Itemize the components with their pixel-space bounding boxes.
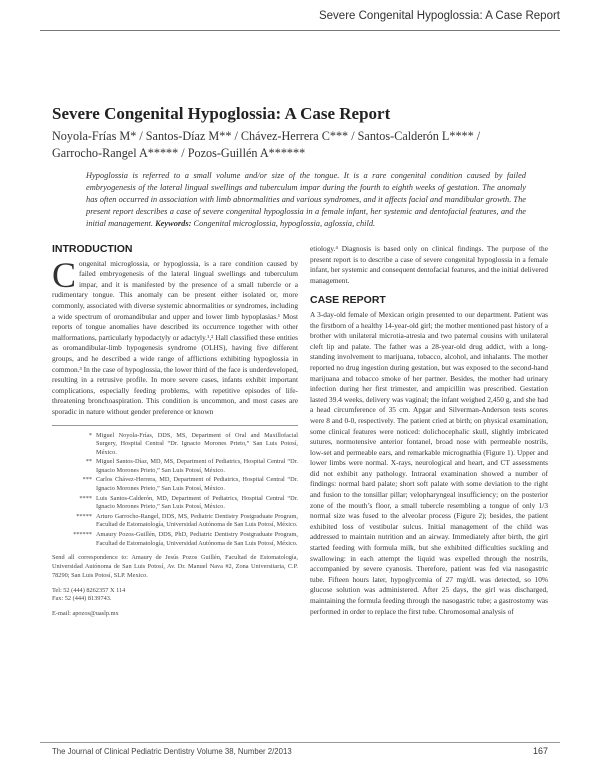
- drop-cap: C: [52, 254, 77, 295]
- footnote: [52, 513, 298, 530]
- case-report-text: A 3-day-old female of Mexican origin presented to our department. Patient was the firstborn of a healthy 14-year-old girl; the mother mentioned past history of a brother with unilateral microtia-atresia and two paternal cousins with unilateral cleft lip and palate. The father was a 28-year-old drug addict, with a long-standing involvement to marijuana, tobacco, alcohol, and inhalants. The mother reported no drug ingestion during gestation, but was exposed to the second-hand marijuana and tobacco smoke of her partner. Besides, the mother had urinary infection during her first trimester, and ampicillin was prescribed. Gestation lasted 39.4 weeks, delivery was vaginal; the infant weighed 2,450 g, and she had a head circumference of 35 cm. Apgar and Silverman-Anderson tests scores were 8 and 0-0, respectively. The patient cried at birth; on physical examination, some clinical features were noticed: dolichocephalic skull, slightly imbricated sutures, normotensive anterior fontanel, broad nose with permeable nostrils, low-set and permeable ears, and remarkable micrognathia (Figure 1). Upper and lower limbs were normal. X-rays, neurological and heart, and CT assessments did not exhibit any pathology. Intraoral examination showed a number of findings: normal hard palate; short soft palate with some deviation to the right and fusion to the tonsillar pillar; velopharyngeal insufficiency; on the posterior zone of the mouth’s floor, a small tubercle resembling a tongue of only 1/3 normal size was fused to the alveolar process (Figure 2); besides, the patient exhibited loss of vestibular sulcus. Initial management of the child was addressed to maintain nutrition and an airway. Immediately after birth, the girl started feeding with formula milk, but she exhibited difficulties suckling and swallowing: in each attempt the liquid was expelled through the nostrils, accompanied by severe cyanosis. Therefore, patient was fed via nasogastric tube. Fifteen hours later, hypoglycemia of 27 mg/dL was detected, so 10% glucose solution was administered. After 25 days, the girl was discharged, maintaining the formula feeding through the nasogastric tube; a gastrostomy was performed in order to replace the first tube. Chromosomal analysis of: [310, 309, 548, 616]
- running-head: [0, 0, 600, 30]
- authors-line-2: Garrocho-Rangel A***** / Pozos-Guillén A******: [52, 146, 306, 160]
- footnote-text: Miguel Santos-Díaz, MD, MS, Department of Pediatrics, Hospital Central “Dr. Ignacio Morones Prieto,” San Luis Potosí, México.: [96, 458, 298, 474]
- footer-rule: [40, 742, 560, 743]
- article-title: Severe Congenital Hypoglossia: A Case Report: [52, 104, 391, 123]
- correspondence-address: Send all correspondence to: Amaury de Jesús Pozos Guillén, Facultad de Estomatología, Universidad Autónoma de San Luis Potosí, Av. Dr. Manuel Nava #2, Zona Universitaria, C.P. 78290; San Luis Potosí, SLP. Mexico.: [52, 554, 298, 579]
- footnote-text: Amaury Pozos-Guillén, DDS, PhD, Pediatric Dentistry Postgraduate Program, Facultad de Estomatología, Universidad Autónoma de San Luis Potosí, México.: [96, 531, 298, 547]
- keywords-label: Keywords:: [155, 219, 192, 228]
- left-column: [52, 244, 298, 619]
- footnote: [52, 476, 298, 493]
- footnote-mark: ***: [82, 476, 92, 484]
- authors-line-1: Noyola-Frías M* / Santos-Díaz M** / Chávez-Herrera C*** / Santos-Calderón L**** /: [52, 129, 481, 143]
- abstract-text: Hypoglossia is referred to a small volume and/or size of the tongue. It is a rare congenital condition caused by failed embryogenesis of the lateral lingual swellings and tuberculum impar during the fourth to eighth weeks of gestation. The anomaly has often occurred in association with limb abnormalities and various syndromes, and it affects facial and mandibular growth. The present report describes a case of severe congenital hypoglossia in a female infant, her systemic and dentofacial features, and the initial management.: [86, 171, 526, 228]
- telephone: Tel: 52 (444) 8262357 X 114: [52, 586, 126, 594]
- footnote-rule: [52, 425, 298, 426]
- footnote: [52, 495, 298, 512]
- fax: Fax: 52 (444) 8139743.: [52, 595, 112, 603]
- footnote: [52, 458, 298, 475]
- author-footnotes: [52, 432, 298, 549]
- case-report-heading: CASE REPORT: [310, 294, 386, 307]
- footnote-mark: ******: [73, 531, 92, 539]
- author-list: [52, 128, 572, 162]
- intro-continuation: etiology.⁴ Diagnosis is based only on clinical findings. The purpose of the present report is to describe a case of severe congenital hypoglossia in a female infant, her systemic and consequent dentofacial features, and the initial delivered management.: [310, 244, 548, 285]
- footnote-mark: *: [88, 431, 92, 439]
- footnote-mark: *****: [76, 512, 92, 520]
- footnote-text: Arturo Garrocho-Rangel, DDS, MS, Pediatric Dentistry Postgraduate Program, Facultad de Estomatología, Universidad Autónoma de San Luis Potosí, México.: [96, 512, 298, 529]
- introduction-heading: INTRODUCTION: [52, 243, 133, 255]
- footnote-text: Miguel Noyola-Frías, DDS, MS, Department of Oral and Maxillofacial Surgery, Hospital Central “Dr. Ignacio Morones Prieto,” San Luis Potosí, México.: [96, 431, 298, 456]
- footnote: [52, 432, 298, 458]
- footnote-text: Carlos Chávez-Herrera, MD, Department of Pediatrics, Hospital Central “Dr. Ignacio Morones Prieto,” San Luis Potosí, México.: [96, 476, 298, 493]
- footnote: [52, 531, 298, 548]
- footnote-mark: ****: [79, 494, 92, 502]
- footnote-text: Luis Santos-Calderón, MD, Department of Pediatrics, Hospital Central “Dr. Ignacio Morones Prieto,” San Luis Potosí, México.: [96, 494, 298, 511]
- footnote-mark: **: [85, 458, 92, 466]
- introduction-paragraph: [52, 254, 298, 418]
- introduction-text: ongenital microglossia, or hypoglossia, is a rare condition caused by failed embryogenesis of the lateral lingual swellings and tuberculum impar, and it is manifested by the presence of a small tubercle or a rudimentary tongue. This anomaly can be present either isolated or, more commonly, associated with diverse systemic abnormalities or syndromes, including a wide spectrum of oromandibular and upper and lower limb hypoplasias.¹ Most reports of tongue anomalies have described its occurrence together with other malformations, particularly hypodactyly or adactyly.¹,² Hall classified these entities as oromandibular-limb hypogenesis syndrome (OLHS), having five different groups, and he described a wide range of afflictions exhibiting hypoglossia in common.³ In the case of hypoglossia, the lower third of the face is underdeveloped, resulting in a retrusive profile. In more severe cases, infants exhibit important complications, especially feeding problems, with repetitive episodes of life-threatening bronchoaspiration. This condition is uncommon, and most cases are sporadic in nature without gender preference or known: [52, 258, 298, 416]
- right-column: [310, 244, 548, 617]
- header-rule: [40, 30, 560, 31]
- running-head-title: Severe Congenital Hypoglossia: A Case Report: [318, 10, 560, 22]
- journal-footer: The Journal of Clinical Pediatric Dentistry Volume 38, Number 2/2013: [52, 747, 292, 756]
- keywords-text: Congenital microglossia, hypoglossia, aglossia, child.: [193, 219, 376, 228]
- correspondence-block: [52, 554, 298, 619]
- abstract: [86, 170, 526, 230]
- email-address[interactable]: E-mail: apozos@uaslp.mx: [52, 610, 119, 618]
- page-number: 167: [532, 746, 548, 756]
